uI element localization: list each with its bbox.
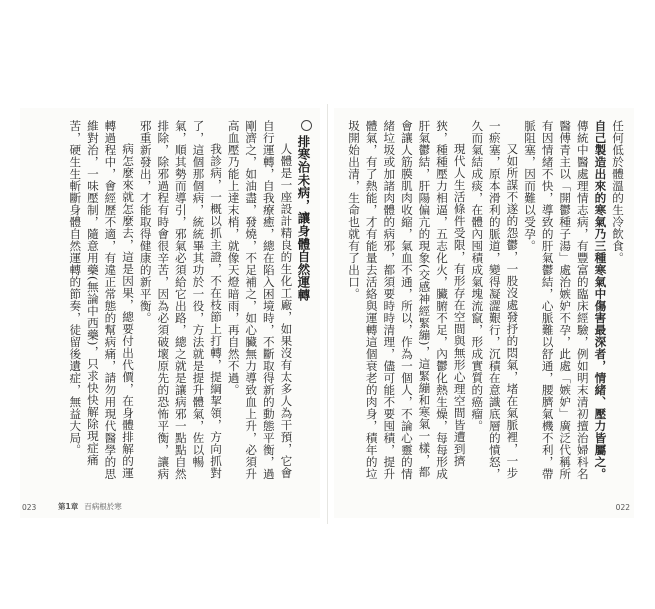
heading-circle-icon bbox=[301, 120, 312, 131]
right-paragraph bbox=[520, 120, 608, 482]
emphasis-text: 自己製造出來的寒氣乃三種寒氣中傷害最深者，情緒、壓力皆屬之。 bbox=[593, 120, 608, 480]
paragraph-text: 傳統中醫處理情志病，有豐富的臨床經驗，例如明末清初擅治婦科名醫傅青主以「開鬱種子湯」處治嫉妒不孕，此處「嫉妒」廣泛代稱所有因情緒不快，導致的肝氣鬱結，心脈難以舒通，腰臍氣機不利，帶脈阻塞，因而難以受孕。 bbox=[523, 120, 590, 480]
page-number-right: 022 bbox=[615, 503, 630, 512]
chapter-label: 第1章 bbox=[58, 502, 79, 511]
right-paragraph bbox=[468, 120, 521, 482]
paragraph-text: 病怎麼來就怎麼去，這是因果，總要付出代價，在身體排解的運轉過程中，會經歷不適，有違正常態的幫病痛，請勿用現代醫學的思維對治，一味壓制，隨意用藥(無論中西藥)，只求快快解除現症痛苦，硬生生斬斷身體自然運轉的節奏，徒留後遺症，無益大局。 bbox=[68, 120, 136, 480]
left-paragraph bbox=[66, 120, 136, 482]
right-paragraph bbox=[608, 120, 626, 482]
right-page-body bbox=[340, 120, 626, 482]
section-heading-text: 排寒治未病，讓身體自然運轉 bbox=[296, 135, 311, 302]
paragraph-text: 又如所謀不遂的怨鬱，一股沒處發抒的悶氣，堵在氣脈裡，一步一瘀塞，原本滑利的脈道，變得凝澀艱行，沉積在意識底層的憤怒，久而氣結成痰，在體內囤積成氣塊流竄，形成實質的癌瘤。 bbox=[470, 120, 520, 480]
right-page bbox=[334, 108, 634, 518]
page-number-left: 023 bbox=[22, 503, 37, 512]
paragraph-text: 人體是一座設計精良的生化工廠，如果沒有太多人為干預，它會自行運轉，自我療癒，總在陷入困境時，不斷取得新的動態平衡，過剛濟之，如油盡，發燒，不足補之，如心臟無力導致血上升，必須升高血壓乃能上達末梢，就像天燈暗雨，再自然不過。 bbox=[226, 120, 294, 480]
left-paragraph bbox=[136, 120, 224, 482]
paragraph-text: 現代人生活條件受限，有形存在空間與無形心理空間皆遭到擠狹，種種壓力相逼，五志化火，臟腑不足，內鬱化熱生燥，每每形成肝氣鬱結，肝陽偏亢的現象(交感神經緊繃)，這緊繃和寒氣一樣，都會讓人筋膜肌肉收縮，氣血不通，所以，作為一個人，不論心靈的情緒垃圾或加諸肉體的病邪，都須要時時清理，儘可能不要囤積，提升體氣，有了熱能，才有能量去活絡與運轉這個衰老的肉身，積年的垃圾開始出清，生命也就有了出口。 bbox=[347, 120, 467, 480]
book-spine bbox=[327, 104, 328, 524]
left-page bbox=[20, 108, 320, 518]
left-paragraph bbox=[224, 120, 294, 482]
left-page-body bbox=[30, 120, 312, 482]
chapter-running-header bbox=[58, 501, 122, 512]
paragraph-text: 任何低於體溫的生冷飲食。 bbox=[611, 120, 625, 264]
right-paragraph bbox=[345, 120, 468, 482]
chapter-title: 百病根於寒 bbox=[84, 502, 122, 511]
section-heading bbox=[294, 120, 312, 482]
paragraph-text: 我診病，一概以抓主證，不在枝節上打轉，提綱挈領，方向抓對了，這個那個病，統統畢其功於一役，方法就是提升體氣，佐以暢氣，順其勢而導引，邪氣必須給它出路，總之就是讓病邪一點點自然排除，除邪過程有時會很辛苦，因為必須破壞原先的恐怖平衡，讓病邪重新發出，才能取得健康的新平衡。 bbox=[138, 120, 224, 480]
